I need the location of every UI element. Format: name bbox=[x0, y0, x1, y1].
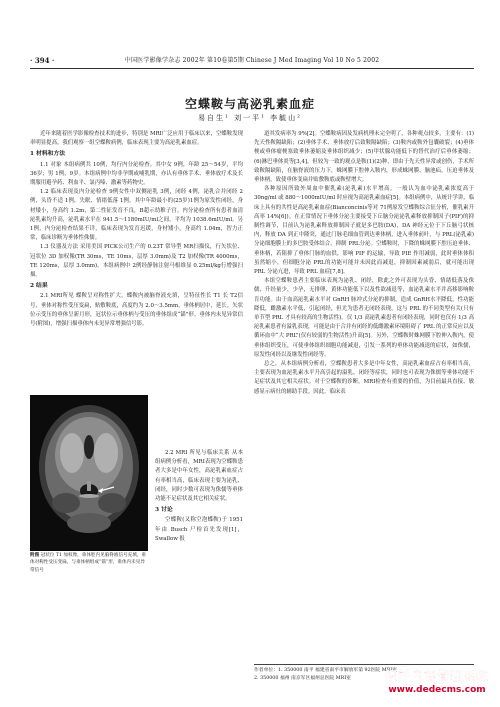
left-column bbox=[30, 130, 243, 329]
paragraph-mri-clinical: 2.2 MRI 所见与临床关系 从本组病例分析看，MRI表现为空蝶鞍患者大多是中年女性，高泌乳素血症占有率相当高，临床表现主要为泌乳、闭经，同时少数可表现为侏儒等垂体功能不足症状及其它相关症状。 bbox=[155, 450, 243, 503]
article-title: 空蝶鞍与高泌乳素血症 bbox=[184, 97, 315, 111]
watermark-text: 织梦内容管理系统 bbox=[384, 669, 489, 683]
mri-coronal-image bbox=[30, 395, 148, 551]
paragraph-etiology: 道其发病率为 9%[2]。空蝶鞍病因及发病机理未完全明了，各种观点较多，主要有：(1)先天性鞍隔缺陷；(2)垂体手术、垂体放疗后致鞍隔缺陷；(3)鞍内或鞍外包囊破裂；(4)垂体梗或垂体瘤梗塞致垂体萎缩及垂体组织减少；(5)甲状腺功能低下的替代治疗后垂体萎缩；(6)淋巴垂体炎等[3,4]。但较为一致的观点是鞍(1)(2)种，即由于先天性异常或创伤，手术所致鞍隔缺陷，在脑脊液的压力下，蛛网膜下腔伸入鞍内，形成蛛网膜、脑池疝，压迫垂体及垂体柄，致使垂体变扁并贴敷鞍底或鞍壁增大。 bbox=[254, 131, 474, 184]
section-heading-results: 2 结果 bbox=[30, 283, 48, 290]
figure-caption bbox=[30, 552, 148, 574]
paragraph-conclusion: 总之，从本组病例分析看，空蝶鞍患者大多是中年女性，高泌乳素血症占有率相当高，主要表现为血泌乳素水平升高引起的溢乳、闭经等症状，同时也可表现为侏儒等垂体功能不足症状及其它相关症状。对于空蝶鞍的诊断，MRI检查有重要的价值，为目前最具直接、敏感显示病灶的辅助手段。因此，临床表 bbox=[254, 361, 474, 395]
intro-paragraph: 近年来随着医学影像检查技术的进步，特别是 MRI广泛应用于临床以来，空蝶鞍发现率明显提高。我们观察一组空蝶鞍病例，临床表现主要为高泌乳素血症。 bbox=[30, 131, 243, 147]
paragraph-instruments: 1.3 仪器及方法 采用美国 PICK公司生产的 0.23T 常导型 MR扫描仪，行矢状位、冠状位 3D 加权像(TR 30ms，TE 10ms，层厚 3.0mm)及 T2 加权像(TR 4000ms，TE 120ms，层厚 3.0mm)。本组病例中 2例经静脉注射马根维显 0.25ml/kg行增强扫描。 bbox=[30, 244, 243, 279]
paragraph-prolactin: 各种原因所致外周血中催乳素(泌乳素)水平增高，一般认为血中泌乳素浓度高于 30ng/ml 或 880～1000mIU/ml 时应视为高泌乳素血症[5]。本组病例中，从统计学讲，临床上具有的共性是高泌乳素血症(Bianconcinis等对 71例原发空蝶鞍综合征分析，催乳素升高率 14%[6])。在正常情况下垂体分泌主要接受下丘脑分泌泌乳素释放抑制因子(PIF)的抑制性调节，目前认为泌乳素释放抑制因子就是多巴胺(DA)，DA 神经元位于下丘脑弓状核内，释放 DA 到正中隆突，通过门脉毛细血管到达垂体柄，进入垂体前叶，与 PRL(泌乳素)分泌细胞膜上的多巴胺受体结合，抑制 PRL分泌。空蝶鞍时，下降的蛛网膜下腔压迫垂体、垂体柄，若阻抑了垂体门脉的血供，影响 PIF 的运输，导致 PIE 作用减弱，此时垂体体积虽然缩小，但细胞分泌 PRL的功能可能并未因此而减退，抑制因素减弱后，就可能出现 PRL 分泌亢进，导致 PRL 血症[7,8]。 bbox=[254, 186, 474, 276]
article-authors: 易自生¹ 刘一平¹ 李毓山² bbox=[198, 114, 302, 122]
figure-caption-text: 冠状位 T1 加权像，垂体腔内见脑脊液信号充填，垂体对称性受压变扁，与垂体柄组成“锚”形，垂体内未见异常信号 bbox=[30, 553, 147, 573]
paragraph-clinical: 1.2 临床表现及内分泌检查 9例女性中双侧泌乳 3例，闭经 4例，泌乳合并闭经 2例，头昏不适 1例，失眠、情绪低落 1例。其中年龄最小的(25岁)1例为原发性闭经，身材矮小，身高约 1.2m，第二性征发育不良，B超示幼稚子宫。内分泌检查所有患者血清泌乳素均升高，泌乳素水平在 941.5～1180mIU/ml之间，平均为 1038.6mIU/ml。另 1例，内分泌检查结果不详，临床表现为发育迟缓，身材矮小，身高约 1.04m，智力正常，临床诊断为垂体性侏儒。 bbox=[30, 189, 243, 242]
affiliation-line-2: 2. 350000 福州 南京军区福州总医院 MRI室 bbox=[254, 675, 351, 681]
figure-caption-label: 附图 bbox=[30, 553, 40, 558]
mri-figure bbox=[30, 395, 148, 551]
paragraph-symptoms: 本组空蝶鞍患者主要临床表现为泌乳、闭经，除此之外可表现为头昏、情绪低落及侏儒、升经量少，少孕，无排卵、黄体功能低下以及性欲减退等，血泌乳素水平并高移影响鞍肯功能。由于血高泌乳素水平对 GnRH 脉冲式分泌的抑制，造成 GnRH水平降低，性功能降低，雌激素水平低，引起闭经，但尤为患者无闭经表现，这与 PRL 的不同类型有关(只有单节型 PRL 才具有较高的生物活性)。仅 1/3 高泌乳素患者有闭经表现，同时也仅有 1/3 高泌乳素患者有溢乳表现，可能是由于合并有闭经的低雌激素环境阻碍了 PRL 的正常反应以及循环血中“大 PRL”(仅有较弱的生物活性)升高[5]。另外，空蝶鞍时蛛网膜下腔伸入鞍内，使垂体组织受压，可使垂体组织细胞功能减退，引发一系列的垂体功能减退的症状，如侏儒，原发性闭经以及继发性闭经等。 bbox=[254, 278, 474, 358]
page-number: · 394 · bbox=[30, 56, 55, 65]
journal-citation: 中国医学影像学杂志 2002年 第10卷第5期 Chinese J Med Imaging Vol 10 No 5 2002 bbox=[124, 57, 380, 64]
running-header bbox=[30, 55, 474, 69]
left-column-lower bbox=[155, 449, 243, 544]
affiliation-line-1: 作者单位：1. 350000 南平 福建省南平市解放军第 92医院 MRI室 bbox=[254, 668, 397, 673]
section-heading-discussion: 3 讨论 bbox=[155, 507, 173, 514]
paragraph-discussion-start: 空蝶鞍(又称空泡蝶鞍)于 1951年由 Busch 尸检首先发现[1]，Swallow 报 bbox=[155, 517, 243, 542]
paragraph-subjects: 1.1 对象 本组病例共 10例，均行内分泌检查。其中女 9例，年龄 25～54岁，平均 36岁；男 1例，9岁。本组病例中均非孕期或哺乳期，亦认有垂体手术、垂体放疗术及长期服用避孕药、利血平、氯丙嗪、激素等药物史。 bbox=[30, 161, 243, 187]
section-heading-methods: 1 材料和方法 bbox=[30, 151, 66, 158]
watermark bbox=[376, 669, 498, 705]
right-column bbox=[254, 130, 474, 397]
watermark-url: www.dedecms.com bbox=[388, 685, 486, 695]
paragraph-mri-findings: 2.1 MRI所见 蝶鞍呈对称性扩大，蝶鞍内被脑脊液充填，呈特征性长 T1 长 T2信号，垂体对称性受压变扁，贴敷鞍底，高度约为 2.0～3.5mm，垂体柄居中，延长。矢状位示受压的垂体呈新月形，冠状位示垂体柄与受压的垂体组成“锚”形。垂体内未见异常信号(附图)，增强扫描垂体内未见异常增强信号影。 bbox=[30, 293, 243, 328]
